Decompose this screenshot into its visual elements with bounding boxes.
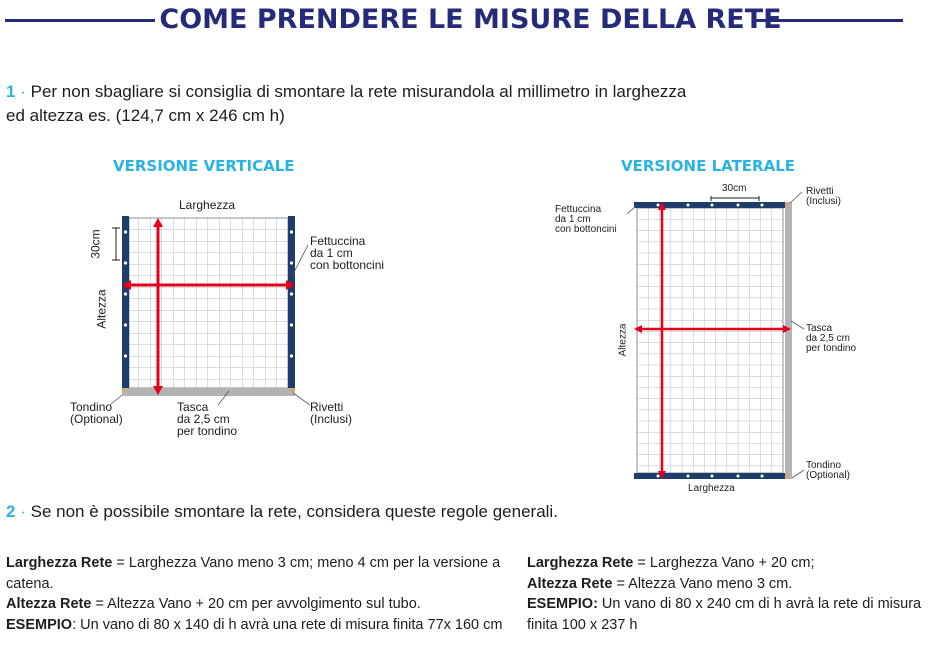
rules-right-height-key: Altezza Rete xyxy=(527,575,613,592)
vertical-version-title: VERSIONE VERTICALE xyxy=(113,157,295,175)
lateral-ribbon-leader xyxy=(627,205,637,214)
lateral-net-diagram xyxy=(627,192,804,479)
vertical-height-label: Altezza xyxy=(94,289,109,329)
lateral-rivets-leader xyxy=(790,192,802,203)
step2-text: Se non è possibile smontare la rete, considera queste regole generali. xyxy=(30,502,558,521)
rules-left-width-text: = Larghezza Vano meno 3 cm; meno 4 cm per la versione a catena. xyxy=(6,555,501,592)
vertical-pocket-label: Tasca da 2,5 cm per tondino xyxy=(177,400,238,438)
lateral-cell-bracket xyxy=(711,196,759,201)
vertical-rivet-right xyxy=(291,389,294,392)
step2-paragraph xyxy=(6,500,906,524)
vertical-rivets-label: Rivetti (Inclusi) xyxy=(310,400,353,426)
vertical-ribbon-label: Fettuccina da 1 cm con bottoncini xyxy=(310,234,385,272)
vertical-left-ribbon xyxy=(122,216,129,396)
vertical-rivet-left xyxy=(122,389,125,392)
lateral-rod-label: Tondino (Optional) xyxy=(806,460,850,481)
vertical-net-diagram xyxy=(110,216,310,405)
step2-number: 2 xyxy=(6,502,16,521)
lateral-rod-leader xyxy=(792,470,804,478)
rules-left-height-text: = Altezza Vano + 20 cm per avvolgimento sul tubo. xyxy=(91,596,421,612)
page-title: COME PRENDERE LE MISURE DELLA RETE xyxy=(159,4,782,35)
vertical-cell-label: 30cm xyxy=(88,229,103,259)
rules-left-example-text: : Un vano di 80 x 140 di h avrà una rete di misura finita 77x 160 cm xyxy=(72,616,503,633)
rules-left-height-key: Altezza Rete xyxy=(6,596,92,612)
lateral-cell-label: 30cm xyxy=(722,183,747,194)
vertical-net-mesh xyxy=(129,218,288,388)
lateral-pocket-leader xyxy=(791,321,804,329)
lateral-rivet-bottom xyxy=(786,474,789,477)
step2-separator: · xyxy=(20,502,26,521)
lateral-right-pocket xyxy=(785,202,792,479)
rules-left-example-key: ESEMPIO xyxy=(6,616,73,633)
vertical-width-label: Larghezza xyxy=(179,198,236,212)
step1-number: 1 xyxy=(6,82,16,101)
vertical-right-ribbon xyxy=(288,216,295,396)
vertical-cell-bracket xyxy=(112,228,120,260)
lateral-version-title: VERSIONE LATERALE xyxy=(621,157,796,175)
rules-right-example-text: Un vano di 80 x 240 cm di h avrà la rete di misura finita 100 x 237 h xyxy=(527,596,922,633)
lateral-pocket-label: Tasca da 2,5 cm per tondino xyxy=(806,323,857,354)
vertical-bottom-pocket xyxy=(122,388,295,396)
vertical-rod-label: Tondino (Optional) xyxy=(70,400,123,426)
vertical-rivets-leader xyxy=(293,393,310,405)
step1-line1: Per non sbagliare si consiglia di smontare la rete misurandola al millimetro in larghezza xyxy=(30,82,687,101)
lateral-rivet-top xyxy=(786,203,789,206)
lateral-height-label: Altezza xyxy=(617,323,629,357)
rules-right-width-text: = Larghezza Vano + 20 cm; xyxy=(633,555,815,571)
rules-left-width-key: Larghezza Rete xyxy=(6,555,113,571)
lateral-width-label: Larghezza xyxy=(688,483,735,494)
lateral-net-mesh xyxy=(637,208,783,473)
rules-right-width-key: Larghezza Rete xyxy=(527,555,634,571)
lateral-rivets-label: Rivetti (Inclusi) xyxy=(806,186,842,207)
lateral-ribbon-label: Fettuccina da 1 cm con bottoncini xyxy=(555,204,617,235)
rules-right-height-text: = Altezza Vano meno 3 cm. xyxy=(612,575,793,592)
step1-line2: ed altezza es. (124,7 cm x 246 cm h) xyxy=(6,106,285,125)
step1-separator: · xyxy=(20,82,26,101)
rules-right-block xyxy=(527,553,932,635)
rules-right-example-key: ESEMPIO: xyxy=(527,596,598,612)
rules-left-block xyxy=(6,553,506,635)
